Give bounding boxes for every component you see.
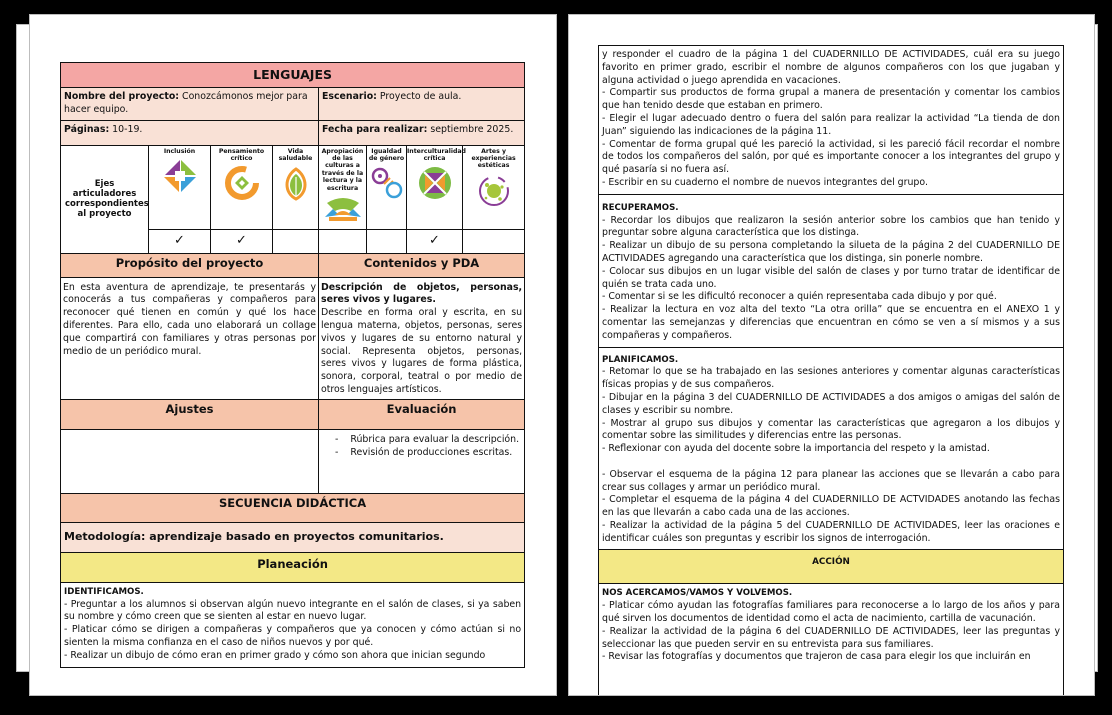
action-header: ACCIÓN bbox=[599, 550, 1064, 584]
date-cell: Fecha para realizar: septiembre 2025. bbox=[319, 120, 525, 145]
activity-item: - Realizar la actividad de la página 5 del CUADERNILLO DE ACTIVIDADES, leer las oraciones e identificar cuáles son preguntas y escribir los signos de interrogación. bbox=[602, 519, 1060, 544]
approach-label: NOS ACERCAMOS/VAMOS Y VOLVEMOS. bbox=[602, 588, 793, 599]
activity-item: - Dibujar en la página 3 del CUADERNILLO DE ACTIVIDADES a dos amigos o amigas del salón de clases y escribir su nombre. bbox=[602, 391, 1060, 416]
artes-icon bbox=[476, 173, 512, 209]
eje-artes: Artes y experiencias estéticas bbox=[463, 145, 525, 229]
eje-vida-saludable: Vida saludable bbox=[273, 145, 319, 229]
pages-cell: Páginas: 10-19. bbox=[61, 120, 319, 145]
evaluation-cell bbox=[319, 429, 525, 493]
contents-text: Describe en forma oral y escrita, en su lengua materna, objetos, personas, seres vivos y lugares de su entorno natural y social. Representa objetos, personas, seres vivos y lugares de forma plástica, sonora, corporal, teatral o por medio de otros lenguajes artísticos. bbox=[321, 307, 523, 395]
activity-item: - Realizar la actividad de la página 6 del CUADERNILLO DE ACTIVIDADES, leer las preguntas y seleccionar las que pueden servir en su entrevista para sus familiares. bbox=[602, 625, 1060, 650]
check-inclusion: ✓ bbox=[149, 229, 211, 253]
activity-item: y responder el cuadro de la página 1 del CUADERNILLO DE ACTIVIDADES, cuál era su juego favorito en primer grado, escribir el nombre de algunos compañeros con los que jugaban y alguna actividad o juego aprendida en vacaciones. bbox=[602, 49, 1060, 86]
activity-item: - Comentar de forma grupal qué les pareció la actividad, si les pareció fácil recordar el nombre de todos los compañeros del salón, por qué es importante conocer a los integrantes del grupo y qué pasaría si no fuera así. bbox=[602, 138, 1060, 176]
evaluation-item: - Revisión de producciones escritas. bbox=[335, 446, 513, 458]
vida-saludable-icon bbox=[279, 165, 313, 201]
eje-igualdad-genero: Igualdad de género bbox=[367, 145, 407, 229]
ejes-label: Ejes articuladores correspondientes al proyecto bbox=[61, 145, 149, 253]
eje-interculturalidad: Interculturalidad crítica bbox=[407, 145, 463, 229]
activity-item: - Mostrar al grupo sus dibujos y comentar las características que agregaron a los dibujos y comentar sobre las similitudes y diferencias entre las personas. bbox=[602, 417, 1060, 442]
activity-item: - Recordar los dibujos que realizaron la sesión anterior sobre los cambios que han tenido y preguntar sobre alguna característica que los distinga. bbox=[602, 214, 1060, 239]
check-vida-saludable bbox=[273, 229, 319, 253]
identify-continuation-block bbox=[599, 46, 1064, 195]
identify-label: IDENTIFICAMOS. bbox=[64, 586, 144, 597]
planning-header: Planeación bbox=[61, 552, 525, 582]
evaluation-item: - Rúbrica para evaluar la descripción. bbox=[335, 433, 520, 445]
activity-item: - Observar el esquema de la página 12 para planear las acciones que se llevarán a cabo para crear sus collages y armar un periódico mural. bbox=[602, 468, 1060, 493]
evaluation-header: Evaluación bbox=[319, 399, 525, 429]
identify-item: - Realizar un dibujo de cómo eran en primer grado y cómo son ahora que inician segundo bbox=[64, 649, 486, 661]
contents-header: Contenidos y PDA bbox=[319, 253, 525, 277]
lectura-escritura-icon bbox=[323, 195, 363, 223]
check-interculturalidad: ✓ bbox=[407, 229, 463, 253]
activity-item: - Realizar la lectura en voz alta del texto “La otra orilla” que se encuentra en el ANEXO 1 y comentar las semejanzas y diferencias que encuentran en cómo se ven a sí mismos y a sus compañeras y compañeros. bbox=[602, 304, 1060, 341]
activity-item: - Retomar lo que se ha trabajado en las sesiones anteriores y comentar algunas características físicas propias y de sus compañeros. bbox=[602, 366, 1060, 391]
recover-block bbox=[599, 194, 1064, 347]
activity-item: - Reflexionar con ayuda del docente sobre la importancia del respeto y la amistad. bbox=[602, 443, 990, 455]
interculturalidad-icon bbox=[417, 165, 453, 201]
plan-block bbox=[599, 347, 1064, 550]
inclusion-icon bbox=[162, 158, 198, 194]
activity-item: - Elegir el lugar adecuado dentro o fuera del salón para realizar la actividad “La tienda de don Juan” siguiendo las indicaciones de la página 11. bbox=[602, 112, 1060, 137]
plan-label: PLANIFICAMOS. bbox=[602, 354, 679, 365]
methodology: Metodología: aprendizaje basado en proyectos comunitarios. bbox=[61, 522, 525, 552]
identify-item: - Preguntar a los alumnos si observan algún nuevo integrante en el salón de clases, si ya saben su nombre y cómo creen que se sienten al estar en nuevo lugar. bbox=[64, 598, 522, 623]
recover-label: RECUPERAMOS. bbox=[602, 202, 679, 213]
planning-table-top bbox=[60, 62, 525, 668]
identify-block bbox=[61, 582, 525, 667]
adjustments-cell bbox=[61, 429, 319, 493]
purpose-text: En esta aventura de aprendizaje, te presentarás y conocerás a tus compañeras y compañeros para reconocer qué tienen en común y qué los hace diferentes. Para ello, cada uno elaborará un collage que compartirá con familiares y otras personas por medio de un periódico mural. bbox=[61, 277, 319, 399]
eje-inclusion: Inclusión bbox=[149, 145, 211, 229]
adjustments-header: Ajustes bbox=[61, 399, 319, 429]
activity-item: - Compartir sus productos de forma grupal a manera de presentación y comentar los cambios que han tenido desde que estaban en primero. bbox=[602, 87, 1060, 112]
check-artes bbox=[463, 229, 525, 253]
activity-item: - Colocar sus dibujos en un lugar visible del salón de clases y por turno tratar de identificar de quién se trata cada uno. bbox=[602, 265, 1060, 290]
check-igualdad-genero bbox=[367, 229, 407, 253]
activity-item: - Revisar las fotografías y documentos que trajeron de casa para elegir los que incluirán en bbox=[602, 651, 1031, 663]
eje-lectura-escritura: Apropiación de las culturas a través de la lectura y la escritura bbox=[319, 145, 367, 229]
contents-title: Descripción de objetos, personas, seres vivos y lugares. bbox=[321, 281, 523, 306]
subject-title: LENGUAJES bbox=[61, 63, 525, 88]
project-name-cell: Nombre del proyecto: Conozcámonos mejor para hacer equipo. bbox=[61, 88, 319, 121]
purpose-header: Propósito del proyecto bbox=[61, 253, 319, 277]
pensamiento-critico-icon bbox=[224, 165, 260, 201]
igualdad-genero-icon bbox=[369, 165, 405, 201]
right-page bbox=[568, 14, 1095, 696]
sequence-header: SECUENCIA DIDÁCTICA bbox=[61, 493, 525, 522]
scenario-cell: Escenario: Proyecto de aula. bbox=[319, 88, 525, 121]
activity-item: - Escribir en su cuaderno el nombre de nuevos integrantes del grupo. bbox=[602, 176, 928, 188]
left-page bbox=[29, 14, 557, 696]
identify-item: - Platicar cómo se dirigen a compañeras y compañeros que ya conocen y cómo actúan si no sienten la misma confianza en el caso de niños nuevos y por qué. bbox=[64, 624, 522, 648]
activity-item: - Completar el esquema de la página 4 del CUADERNILLO DE ACTVIDADES anotando las fechas en las que llevarán a cabo cada una de las acciones. bbox=[602, 494, 1060, 519]
approach-block bbox=[599, 584, 1064, 696]
check-lectura-escritura bbox=[319, 229, 367, 253]
planning-table-continued bbox=[598, 45, 1064, 696]
check-pensamiento-critico: ✓ bbox=[211, 229, 273, 253]
activity-item: - Realizar un dibujo de su persona completando la silueta de la página 2 del CUADERNILLO DE ACTIVIDADES agregando una característica que los distinga, sin ponerle nombre. bbox=[602, 240, 1060, 264]
activity-item: - Comentar si se les dificultó reconocer a quién representaba cada dibujo y por qué. bbox=[602, 291, 997, 303]
contents-cell bbox=[319, 277, 525, 399]
activity-item: - Platicar cómo ayudan las fotografías familiares para reconocerse a lo largo de los años y para qué sirven los documentos de identidad como el acta de nacimiento, cartilla de vacunación. bbox=[602, 600, 1060, 625]
eje-pensamiento-critico: Pensamiento crítico bbox=[211, 145, 273, 229]
